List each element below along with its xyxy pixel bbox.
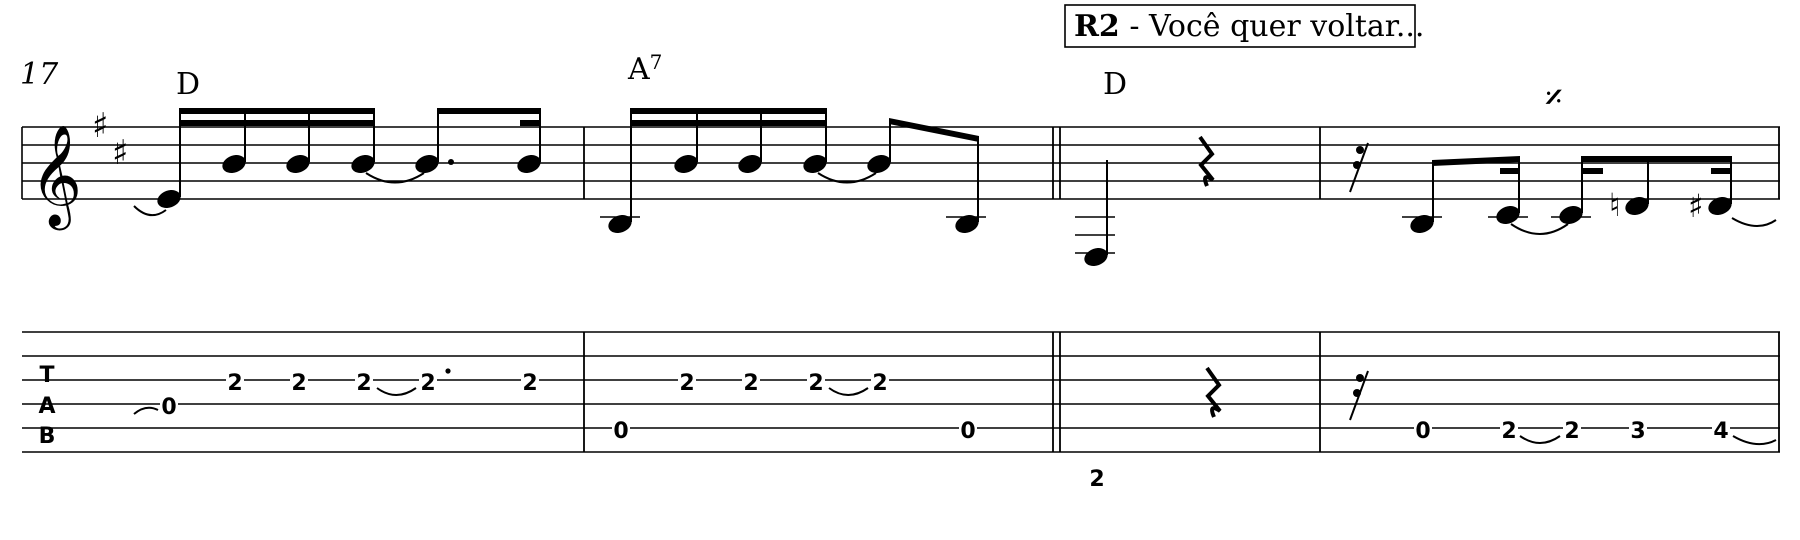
svg-text:R2 - Você quer voltar... [1074,9,1424,44]
tab-sixteenth-rest-icon [1350,371,1368,420]
repeat-beat-icon: 𝄎 [1545,78,1563,119]
tab-fret: 0 [960,419,976,444]
tab-measure-3 [1089,467,1104,492]
chord-extension: 7 [649,50,663,74]
tab-measure-4 [1415,419,1728,444]
tab-fret: 2 [872,371,888,396]
chord-symbol-a7 [627,50,662,87]
tab-fret: 2 [1089,467,1105,492]
natural-sign-icon: ♮ [1609,186,1621,224]
chord-symbol-d: D [176,67,201,102]
tab-fret: 2 [1564,419,1580,444]
treble-clef-icon: 𝄞 [30,123,83,226]
chord-symbol-d: D [1103,67,1128,102]
measure-4-notes [1350,143,1776,236]
sharp-c-icon: ♯ [112,133,129,173]
tab-fret: 2 [356,371,372,396]
tab-fret: 2 [227,371,243,396]
tab-fret: 2 [522,371,538,396]
tab-fret: 2 [743,371,759,396]
measure-3-notes [1075,137,1213,269]
sharp-f-icon: ♯ [92,106,109,146]
rehearsal-mark [1065,5,1424,47]
chord-root: A [628,52,650,87]
tab-fret: 0 [1415,419,1431,444]
tab-clef-b: B [38,424,56,449]
notation-staff [22,127,1780,199]
tab-dot [445,368,450,373]
sixteenth-rest-icon [1350,143,1368,192]
tab-clef-t: T [39,363,55,388]
tab-measure-1 [161,371,537,420]
tab-quarter-rest-icon [1207,368,1220,417]
tab-barlines [584,332,1779,452]
tab-fret: 2 [420,371,436,396]
sharp-sign-icon: ♯ [1688,187,1704,225]
tab-clef-a: A [38,394,56,419]
tab-ties [134,388,1776,444]
tab-measure-2 [613,371,975,444]
tab-fret: 3 [1630,419,1646,444]
tab-fret: 2 [291,371,307,396]
tab-fret: 0 [161,395,177,420]
rehearsal-label: R2 [1074,9,1120,44]
tab-fret: 2 [1501,419,1517,444]
tab-fret: 0 [613,419,629,444]
tab-fret: 2 [679,371,695,396]
tab-fret: 2 [808,371,824,396]
measure-number: 17 [20,57,59,92]
tab-fret: 4 [1713,419,1729,444]
tab-clef [38,363,55,449]
rehearsal-text: - Você quer voltar... [1119,9,1425,44]
